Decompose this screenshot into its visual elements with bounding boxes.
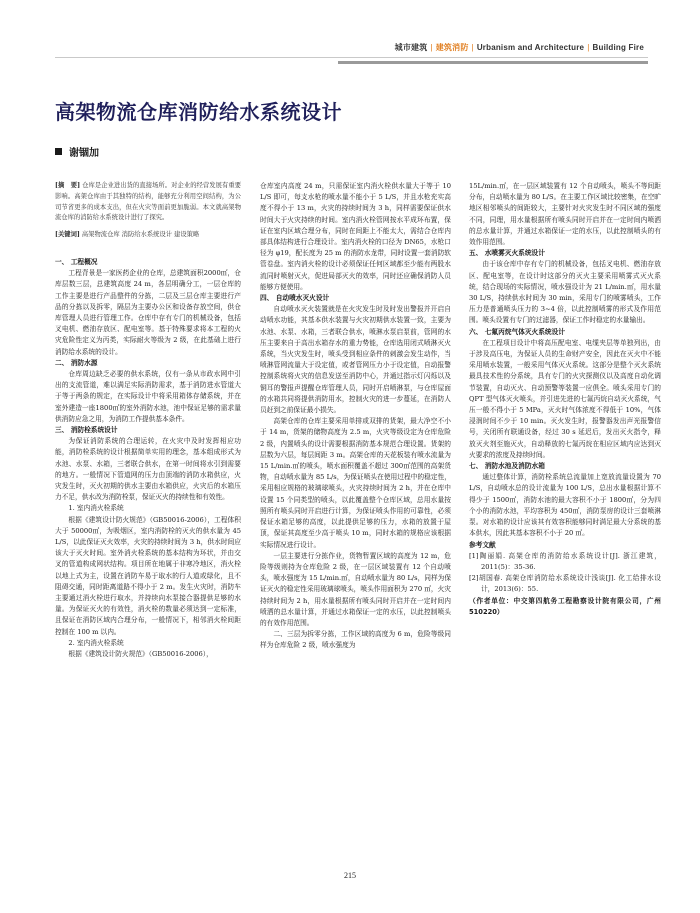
page-number: 215 [344,871,356,880]
author-affiliation: （作者单位：中交第四航务工程勘察设计院有限公司，广州 510220） [469,596,661,616]
section-heading: 五、 水喷雾灭火系统设计 [469,249,545,258]
header-accent-bar [338,61,648,64]
section-heading: 六、 七氟丙烷气体灭火系统设计 [469,327,565,336]
column-1 [55,181,241,660]
reference-item: [1]陶丽娟. 高架仓库的消防给水系统设计[J]. 浙江建筑，2011(5)：35-36. [469,551,661,571]
section-en-2: Building Fire [592,43,644,52]
body-paragraph: 工程背景是一家医药企业的仓库，总建筑面积2000㎡，仓库层数三层，总建筑高度 24 m，各层明确分工，一层仓库的工作主要是进行产品整件的分拣，二层及三层仓库主要进行产品的分拣以及拆零，隔层为主要办公区和设备存放空间，供仓库管理人员进行管理工作。仓库中存有专门的机械设备，包括叉电机、燃油存放区、配电室等。基于特殊要求将本工程的火灾危险性定义为丙类，实际耐火等级为 2 级，在此基础上进行消防给水系统的设计。 [55,269,241,356]
sub-heading: 1. 室内消火栓系统 [68,504,124,513]
abstract-label: [摘 要] [55,182,81,189]
body-paragraph: 15L/min.㎡，在一层区域装置有 12 个自动喷头，喷头不等间距分布，自动喷水量为 80 L/S。在主要工作区域比较密集，在空旷地区相邻喷头的间距较大，主要针对火灾发生时不同区域的强度不同，同理，用水量根据所有喷头同时开启并在一定时间内喷洒的总水量计算，并通过水箱保证一定的水压，以此控制喷头的有效作用范围。 [469,182,661,247]
abstract [55,181,241,241]
body-paragraph: 由于该仓库中存有专门的机械设备，包括叉电机、燃油存放区、配电室等，在设计时这部分的灭火主要采用喷雾式灭火系统，结合现场的实际情况，喷水强设计为 21 L/min.㎡，用水量 30 L/S，持续供水时间为 30 min，采用专门的喷雾喷头，工作压力是普通喷头压力的 3~4 倍，以此控制喷雾的形式及作用范围。喷头设置有专门的过滤器，保证工作时稳定的水量输出。 [469,260,661,325]
section-heading: 二、 消防水源 [55,358,98,367]
body-paragraph: 自动喷水灭火装置就是在火灾发生时及时发出警报并开启自动喷水功能，其基本供水装置与火灾初期供水装置一致，主要为水池、水泵、水箱，三者联合供水，喷淋水泵启泵前，管网的水压主要来自于高出水箱存水的重力势能，仓库选用闭式喷淋灭火系统，当火灾发生时，喷头受到相应条件的刺激会发生动作，当喷淋管网流量大于设定值，或者管网压力小于设定值，自动报警控制系统将火灾的信息发送至消防中心，并通过指示灯闪烁以及铜耳的警报声提醒仓库管理人员，同时开启喷淋泵，与仓库屋面的水箱共同将提供消防用水，控制火灾的进一步蔓延，在消防人员赶到之前保证最小损失。 [260,305,451,415]
header-divider [55,57,648,58]
body-paragraph: 通过整体计算，消防栓系统总流量加上宽放流量设置为 70 L/S，自动喷水总的设计流量为 100 L/S，总出水量根据计算不得少于 1500㎡，消防水池的最大容积不小于 1800㎡，分为四个小的消防水池，平均容积为 450㎡，消防泵房的设计三套喷淋泵。对水箱的设计应该其有效容积能够同时满足最大分系统的基本供水，因此其基本容积不小于 20 ㎡。 [469,473,661,538]
section-cn-1: 城市建筑 [394,43,428,52]
column-1-body [55,257,241,660]
body-paragraph: 仓库周边缺乏必要的供水系统，仅有一条从市政水网中引出的支流管道，难以满足实际消防需求，基于消防进水管道大于等于两条的规定，在实际设计中将采用箱体存储系统，并在室外建造一座1800㎡的室外消防水池，池中保证足够的需求量供消防应急之用，为消防工作提供基本条件。 [55,370,241,423]
body-paragraph: 根据《建筑设计防火规范》（GB50016-2006），工程体积大于 50000㎡，为吸烟区，室内消防栓的灭火的供水量为 45 L/S，以此保证灭火效率，火灾的持续时间为 3 h，供水时间应该大于灭火时间。室外消火栓系统的基本结构为环状，并由交叉的管道构成网状结构。项目所在地属于非寒冷地区，消火栓以地上式为主，设置在消防车易于取水的行人道或绿化，且不阻碍交通，同时距离道路不得小于 2 m。发生火灾时，消防车主要通过消火栓进行取水，并持续向水泵接合器提供足够的水量。为保证灭火的有效性，消火栓的数量必须达到一定标准，且保证在消防区域内合理分布，一般情况下，相邻消火栓间距控制在 100 m 以内。 [55,515,241,636]
section-heading: 三、 消防栓系统设计 [55,426,118,435]
running-header [0,0,700,62]
body-paragraph: 在工程项目设计中将高压配电室、电缆夹层等单独列出，由于涉及高压电，为保证人员的生命财产安全，因此在灭火中不能采用喷水装置，一般采用气体灭火系统。这部分是整个灭火系统最具技术性的分系统，具有专门的火灾探测仪以及高度自动化调节装置，自动灭火、自动预警等装置一应俱全。喷头采用专门的 QPT 型气体灭火喷头，并引进先进的七氟丙烷自动灭火系统，气压一般不得小于 5 MPa，灭火时气体浓度不得低于 10%，气体浸润时间不少于 10 min。灭火发生时，报警器发出声光报警信号，关闭所有联通设备，经过 30 s 延迟后，发出灭火指令，释放灭火剂至施灭火，自动释放的七氟丙烷在相应区域内应达到灭火要求的浓度及持续时间。 [469,338,661,459]
sub-heading: 2. 室内消火栓系统 [68,638,124,647]
body-paragraph: 二、三层为拆零分拣，工作区域的高度为 6 m，危险等级同样为仓库危险 2 级，喷水强度为 [260,630,451,650]
body-paragraph: 一层主要进行分拣作业，货物暂置区域的高度为 12 m，危险等级则持为仓库危险 2 级，在一层区域装置有 12 个自动喷头，喷水强度为 15 L/min.㎡，自动喷水量为 80 L/s，同样为保证灭火的稳定性采用玻璃球喷头，喷头作用面积为 270 ㎡，火灾持续时间为 2 h，用水量根据所有喷头同时开启并在一定时间内喷洒的总水量计算，并通过水箱保证一定的水压，以此控制喷头的有效作用范围。 [260,551,452,627]
author-name: 谢锢加 [69,148,99,159]
references-heading: 参考文献 [469,540,496,549]
abstract-text: 仓库是企业进出货的直接场所。对企业的经营发展有重要影响。高架仓库由于其独特的结构，能够充分利用空间结构，为公司节省更多的成本支出，但在火灾等面前更加脆弱。本文就高架物流仓库的消防给水系统设计进行了探究。 [55,182,241,222]
running-header-text: 城市建筑 | 建筑消防 | Urbanism and Architecture | Building Fire [394,43,644,52]
keywords-label: [关键词] [55,231,80,239]
section-en-1: Urbanism and Architecture [476,43,585,52]
section-heading: 四、 自动喷水灭火设计 [260,294,330,303]
body-paragraph: 高架仓库的仓库主要采用单排或双排的货架，最大净空不小于 14 m，货架的储物高度为 2.5 m，火灾等级设定为仓库危险 2 级，内置喷头的设计需要根据消防基本规范合理设置。货架的层数为六层，每层间距 3 m。高架仓库的天花板装有喷水流量为 15 L/min.㎡的喷头，喷水面积覆盖不超过 300㎡范围的高架货物，自动喷水量为 85 L/s，为保证喷头在使用过程中的稳定性，采用相应规格的玻璃球喷头，火灾持续时间为 2 h，并在仓库中设置 15 个同类型的喷头，以此覆盖整个仓库区域，总用水量按照所有喷头同时开启进行计算，为保证喷头作用的可靠性，必须保证水箱足够的高度，以此提供足够的压力，水箱的放置于屋顶，保证其高度至少高于喷头 10 m，同时水箱的规格应该根据实际情况进行设计。 [260,417,451,549]
section-heading: 七、 消防水池及消防水箱 [469,462,545,471]
body-paragraph: 根据《建筑设计防火规范》（GB50016-2006）， [68,650,213,659]
abstract-paragraph [55,181,241,224]
keywords-text: 高架物流仓库 消防给水系统设计 建设策略 [81,231,200,239]
body-paragraph: 仓库室内高度 24 m，只需保证室内消火栓供水量大于等于 10 L/S 即可，每支水枪的喷水量不能小于 5 L/S，并且水枪充实高度不得小于 13 m，火灾的持续时间为 3 h，同样需要保证供水时间大于火灾持续的时间。室内消火栓管网按水平成环布置，保证在室内区域合理分布，同时在间距上不能太大，需结合仓库内部具体结构进行合理设计。室内消火栓的口径为 DN65，水枪口径为 φ19，配长度为 25 m 的消防水龙带，同时设置一套消防软管卷盘。室内消火栓的设计必须保证任何区域都至少能有两股水流同时喷射灭火，促进局部灭火的效率，同时还应确保消防人员能够方便使用。 [260,182,451,291]
section-heading: 一、 工程概况 [55,257,98,266]
article-title: 高架物流仓库消防给水系统设计 [55,100,342,124]
bullet-square-icon [55,148,62,155]
column-2 [260,181,451,652]
section-cn-2: 建筑消防 [435,43,469,52]
reference-item: [2]胡国春. 高架仓库消防给水系统设计浅谈[J]. 化工给排水设计，2013(6)：55. [469,574,661,594]
author-line [55,144,99,159]
keywords-paragraph [55,230,241,241]
body-paragraph: 为保证消防系统的合理运转，在火灾中及时发挥相应功能，消防栓系统的设计根据简单实用的理念，基本组成形式为水池、水泵、水箱，三者联合供水，在第一时间将水引到需要的地方。一般情况下管道网的压力由顶端的消防水箱供应，火灾发生时，灭火初期的供水主要由水箱供应，火灾后的水箱压力不足，供水改为消防栓泵，保证灭火的持续性和有效性。 [55,437,241,502]
column-3 [469,181,661,618]
